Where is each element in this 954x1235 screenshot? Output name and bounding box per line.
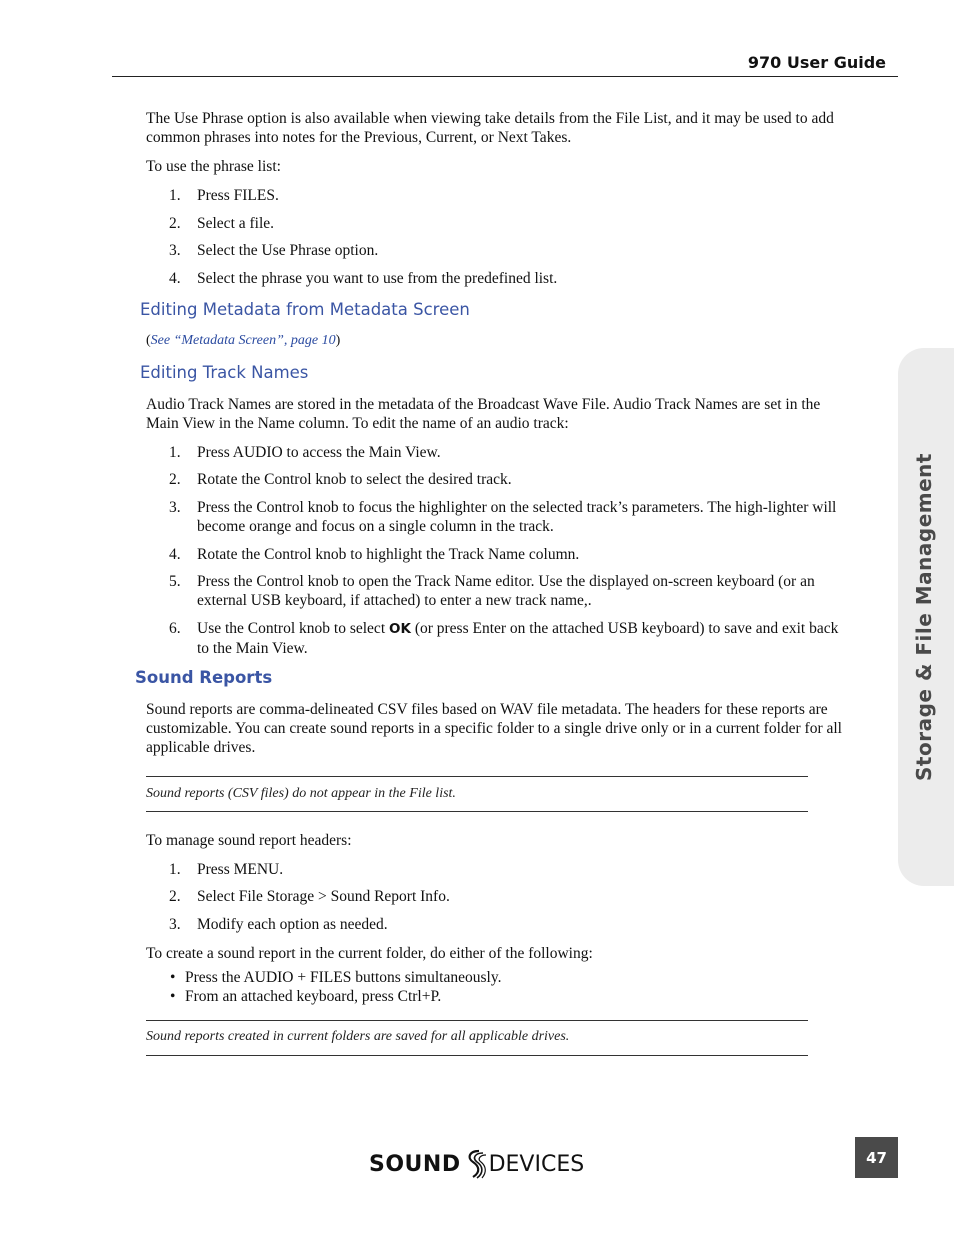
page-header-title: 970 User Guide	[747, 53, 886, 72]
page-number: 47	[855, 1137, 898, 1178]
list-item-text: Rotate the Control knob to highlight the Track Name column.	[197, 546, 580, 563]
list-item-text: Select the phrase you want to use from the predefined list.	[197, 270, 558, 287]
sound-reports-paragraph: Sound reports are comma-delineated CSV files based on WAV file metadata. The headers for these reports are customizable. You can create sound reports in a specific folder to a single drive only or in a current folder for all applicable drives.	[146, 701, 842, 756]
list-item-text: Rotate the Control knob to select the desired track.	[197, 471, 512, 488]
phrase-list-intro: To use the phrase list:	[146, 158, 281, 175]
note-text: Sound reports created in current folders are saved for all applicable drives.	[146, 1029, 570, 1044]
list-item-text: Select the Use Phrase option.	[197, 242, 379, 259]
note-rule-bottom	[146, 811, 808, 812]
xref-open: (	[146, 333, 151, 348]
step6-text-before: Use the Control knob to select	[197, 620, 389, 637]
metadata-screen-link[interactable]: See “Metadata Screen”, page 10	[150, 333, 336, 348]
header-rule	[112, 76, 898, 77]
section-heading-metadata: Editing Metadata from Metadata Screen	[140, 300, 470, 319]
note-rule-top	[146, 776, 808, 777]
bullet-item-text: Press the AUDIO + FILES buttons simultaneously.	[185, 969, 502, 986]
intro-paragraph: The Use Phrase option is also available when viewing take details from the File List, and it may be used to add common phrases into notes for the Previous, Current, or Next Takes.	[146, 110, 834, 146]
logo-s-wave-icon	[462, 1148, 488, 1180]
xref-close: )	[335, 333, 341, 348]
section-heading-track-names: Editing Track Names	[140, 363, 309, 382]
list-item-text	[197, 619, 847, 658]
ok-label: OK	[389, 621, 411, 637]
note-rule-top	[146, 1020, 808, 1021]
list-item-text: Press MENU.	[197, 861, 284, 878]
list-item-text: Select File Storage > Sound Report Info.	[197, 888, 450, 905]
list-item-text: Select a file.	[197, 215, 275, 232]
list-item-text: Press the Control knob to focus the highlighter on the selected track’s parameters. The high-lighter will become orange and focus on a single column in the track.	[197, 499, 837, 535]
cross-reference	[146, 333, 340, 349]
sound-devices-logo	[369, 1148, 584, 1180]
list-item-text: Modify each option as needed.	[197, 916, 388, 933]
logo-sound-text: SOUND	[369, 1151, 461, 1177]
note-text: Sound reports (CSV files) do not appear in the File list.	[146, 786, 456, 801]
chapter-side-tab-label: Storage & File Management	[912, 453, 936, 781]
manage-headers-intro: To manage sound report headers:	[146, 832, 352, 849]
logo-devices-text: DEVICES	[488, 1151, 585, 1177]
track-names-paragraph: Audio Track Names are stored in the metadata of the Broadcast Wave File. Audio Track Names are set in the Main View in the Name column. To edit the name of an audio track:	[146, 396, 821, 432]
bullet-item-text: From an attached keyboard, press Ctrl+P.	[185, 988, 442, 1005]
list-item-text: Press FILES.	[197, 187, 279, 204]
note-rule-bottom	[146, 1055, 808, 1056]
create-report-intro: To create a sound report in the current folder, do either of the following:	[146, 945, 593, 962]
list-item-text: Press AUDIO to access the Main View.	[197, 444, 441, 461]
step6-text-after: (or press Enter on the attached USB keyboard) to save and exit back to the Main View.	[197, 620, 839, 657]
section-heading-sound-reports: Sound Reports	[135, 668, 273, 687]
list-item-text: Press the Control knob to open the Track Name editor. Use the displayed on-screen keyboard (or an external USB keyboard, if attached) to enter a new track name,.	[197, 573, 815, 609]
